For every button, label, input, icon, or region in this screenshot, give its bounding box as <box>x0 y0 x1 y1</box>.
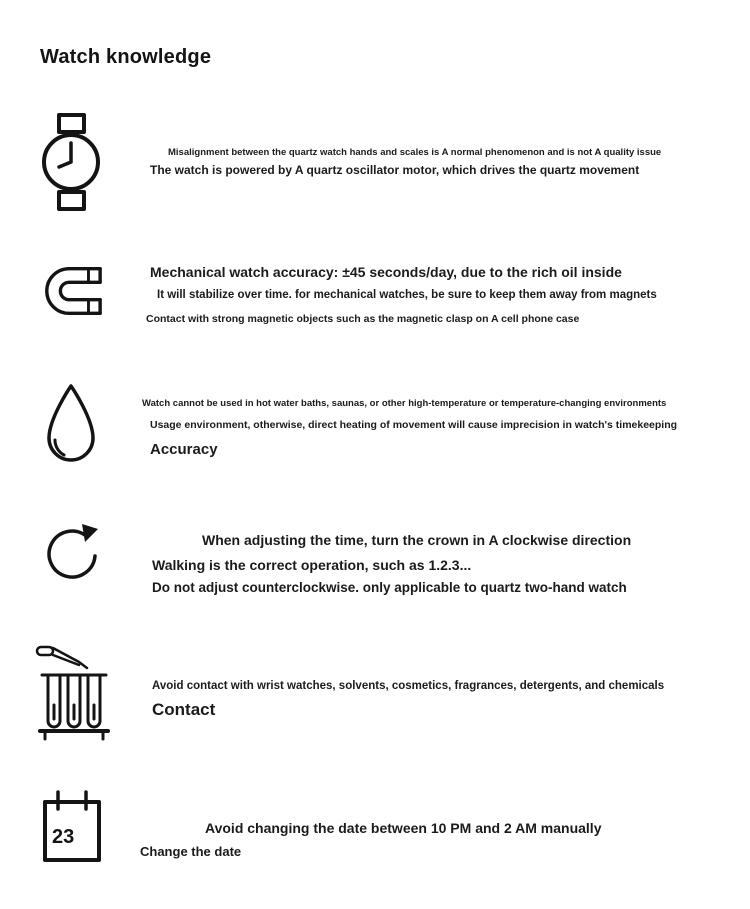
section-temperature-line-1: Watch cannot be used in hot water baths, saunas, or other high-temperature or temperature-changing environments <box>142 398 667 409</box>
section-magnet-line-2: It will stabilize over time. for mechanical watches, be sure to keep them away from magnets <box>157 289 657 301</box>
test-tubes-icon <box>34 643 114 743</box>
section-date-line-1: Avoid changing the date between 10 PM and 2 AM manually <box>205 820 602 836</box>
section-crown-line-3: Do not adjust counterclockwise. only applicable to quartz two-hand watch <box>152 580 627 595</box>
section-magnet-line-1: Mechanical watch accuracy: ±45 seconds/day, due to the rich oil inside <box>150 264 622 280</box>
section-quartz-line-2: The watch is powered by A quartz oscillator motor, which drives the quartz movement <box>150 163 640 177</box>
page-title: Watch knowledge <box>40 46 212 69</box>
water-drop-icon <box>42 382 100 468</box>
section-crown-line-1: When adjusting the time, turn the crown in A clockwise direction <box>202 532 632 548</box>
section-crown-line-2: Walking is the correct operation, such as 1.2.3... <box>152 557 472 573</box>
section-chemicals-line-1: Avoid contact with wrist watches, solvents, cosmetics, fragrances, detergents, and chemicals <box>152 680 665 692</box>
calendar-icon <box>40 788 104 868</box>
section-chemicals-line-2: Contact <box>152 700 216 719</box>
calendar-day-number: 23 <box>52 826 75 848</box>
section-temperature-line-3: Accuracy <box>150 441 218 458</box>
section-temperature-line-2: Usage environment, otherwise, direct heating of movement will cause imprecision in watch's timekeeping <box>150 419 678 431</box>
clockwise-arrow-icon <box>42 518 104 592</box>
section-quartz-line-1: Misalignment between the quartz watch hands and scales is A normal phenomenon and is not A quality issue <box>168 147 662 158</box>
section-date-line-2: Change the date <box>140 844 242 859</box>
wristwatch-icon <box>42 112 100 212</box>
section-magnet-line-3: Contact with strong magnetic objects such as the magnetic clasp on A cell phone case <box>146 313 580 325</box>
magnet-icon <box>40 260 104 322</box>
